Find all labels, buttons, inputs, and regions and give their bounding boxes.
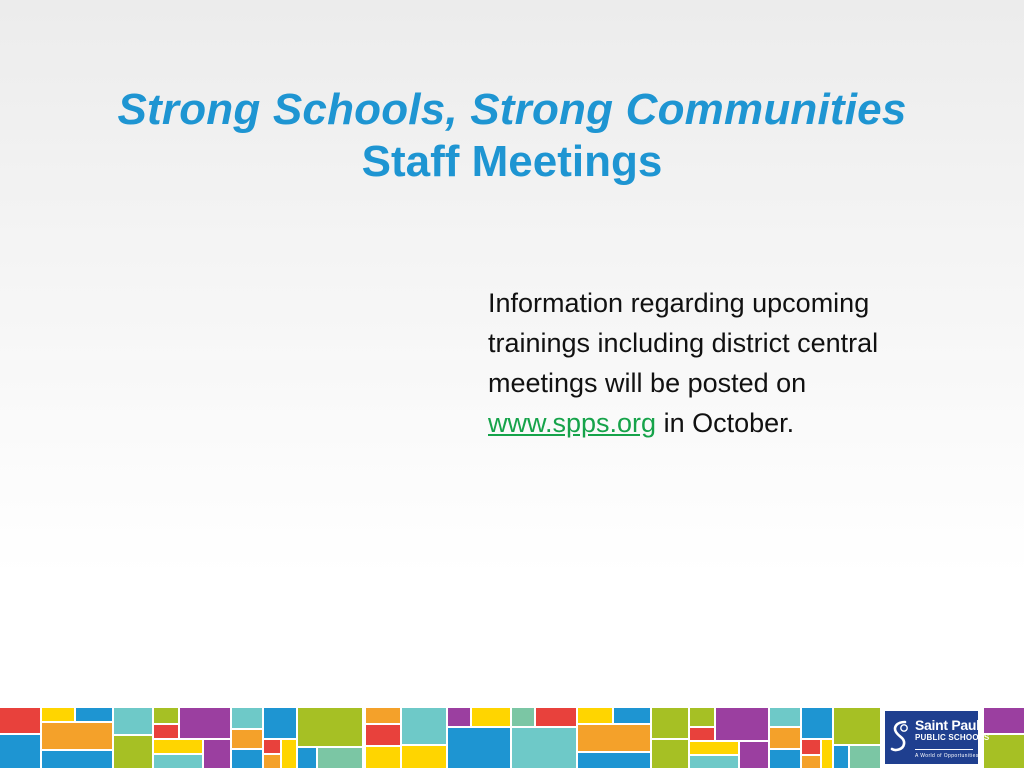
spps-logo bbox=[883, 709, 990, 768]
title-line-2: Staff Meetings bbox=[361, 137, 663, 186]
logo-panel bbox=[885, 711, 990, 764]
logo-divider bbox=[915, 749, 973, 750]
mosaic-graphic bbox=[0, 706, 1024, 768]
body-text-before-link: Information regarding upcoming trainings including district central meetings will be posted on bbox=[488, 288, 879, 398]
logo-subtitle: PUBLIC SCHOOLS bbox=[915, 733, 990, 742]
logo-tagline: A World of Opportunities bbox=[915, 753, 979, 759]
school-emblem-icon bbox=[889, 719, 911, 755]
spps-link[interactable]: www.spps.org bbox=[488, 408, 657, 438]
slide-title bbox=[0, 82, 1024, 190]
color-mosaic-footer bbox=[0, 706, 1024, 768]
logo-name: Saint Paul bbox=[915, 717, 980, 733]
title-line-1: Strong Schools, Strong Communities bbox=[117, 85, 907, 134]
body-text-after-link: in October. bbox=[656, 408, 795, 438]
body-paragraph bbox=[488, 283, 968, 443]
